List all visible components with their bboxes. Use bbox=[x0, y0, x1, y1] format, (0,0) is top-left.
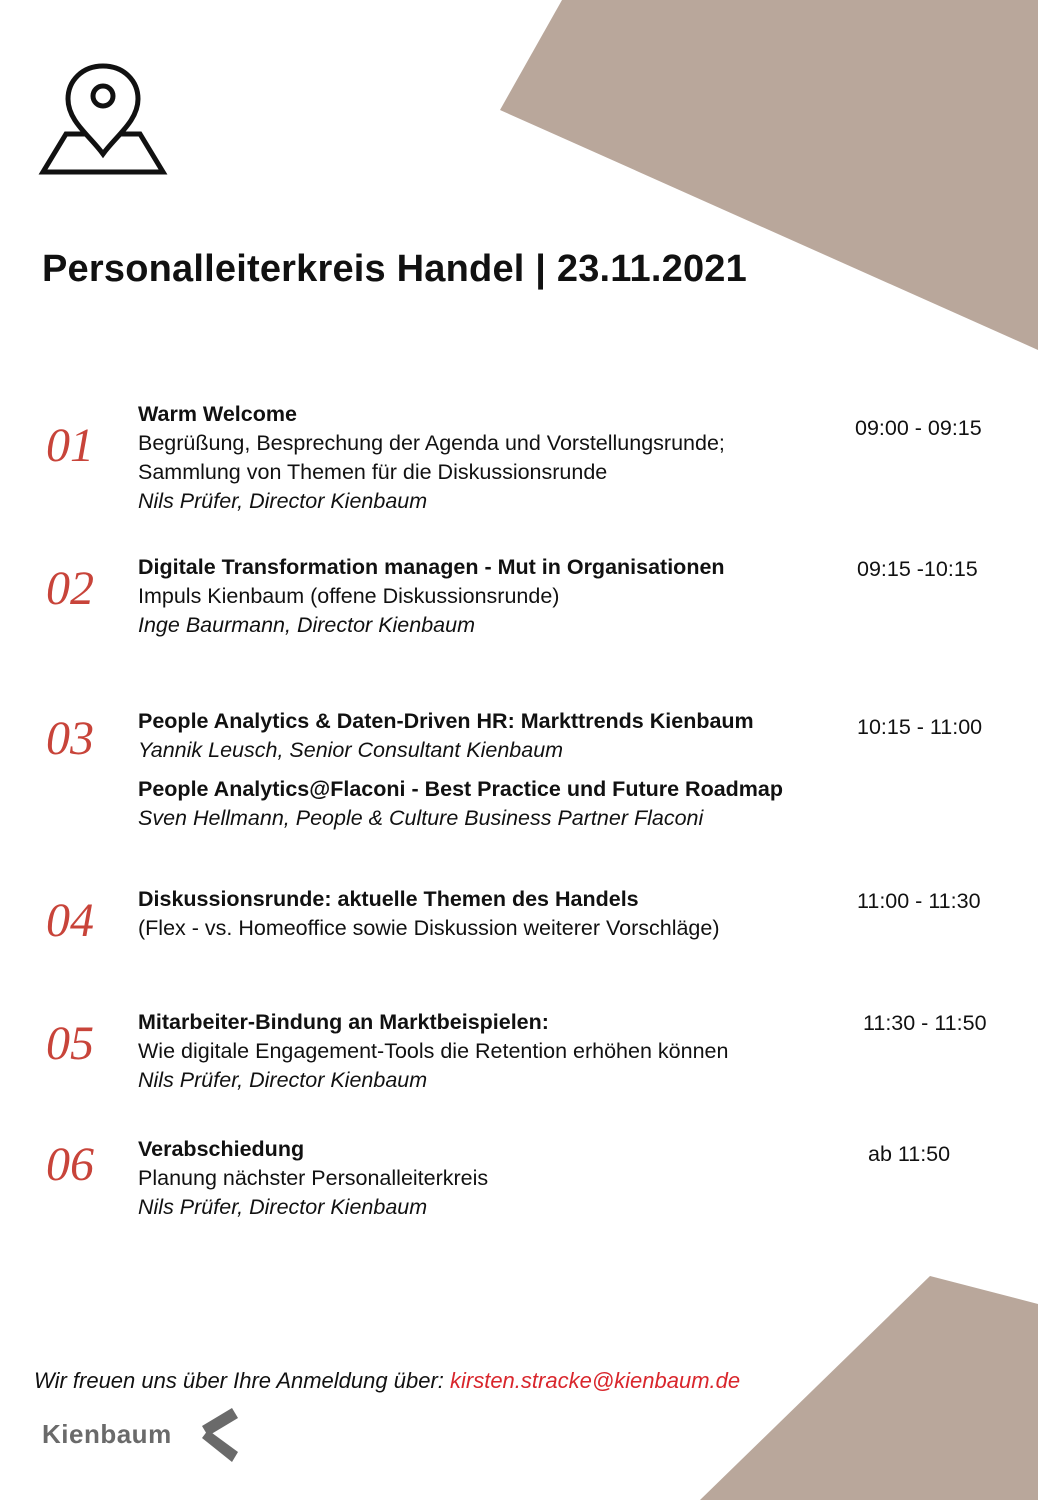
agenda-speaker: Nils Prüfer, Director Kienbaum bbox=[138, 1195, 428, 1219]
agenda-time: 09:00 - 09:15 bbox=[855, 416, 982, 440]
agenda-time: 10:15 - 11:00 bbox=[857, 715, 983, 739]
agenda-number: 02 bbox=[46, 562, 94, 615]
agenda-number: 03 bbox=[46, 712, 94, 765]
contact-email-link[interactable]: kirsten.stracke@kienbaum.de bbox=[450, 1368, 741, 1393]
agenda-number: 05 bbox=[46, 1017, 94, 1070]
agenda-content bbox=[138, 1008, 838, 1095]
agenda-speaker: Nils Prüfer, Director Kienbaum bbox=[138, 1068, 428, 1092]
agenda-time: 11:30 - 11:50 bbox=[863, 1011, 987, 1035]
registration-text: Wir freuen uns über Ihre Anmeldung über: bbox=[34, 1368, 450, 1393]
agenda-heading: Digitale Transformation managen - Mut in Organisationen bbox=[138, 555, 725, 579]
kienbaum-logo-mark bbox=[196, 1404, 246, 1466]
agenda-description: Impuls Kienbaum (offene Diskussionsrunde) bbox=[138, 584, 560, 608]
agenda-heading: Verabschiedung bbox=[138, 1137, 305, 1161]
agenda-content bbox=[138, 400, 838, 516]
agenda-content bbox=[138, 885, 838, 943]
map-pin-icon bbox=[38, 58, 168, 178]
agenda-heading: People Analytics & Daten-Driven HR: Markttrends Kienbaum bbox=[138, 709, 754, 733]
agenda-speaker: Yannik Leusch, Senior Consultant Kienbaum bbox=[138, 738, 564, 762]
agenda-description: Begrüßung, Besprechung der Agenda und Vorstellungsrunde; bbox=[138, 431, 725, 455]
agenda-heading: Warm Welcome bbox=[138, 402, 297, 426]
agenda-time: 09:15 -10:15 bbox=[857, 557, 978, 581]
agenda-heading: Diskussionsrunde: aktuelle Themen des Handels bbox=[138, 887, 639, 911]
agenda-content bbox=[138, 707, 838, 833]
kienbaum-logo-text: Kienbaum bbox=[42, 1419, 172, 1449]
agenda-description: Wie digitale Engagement-Tools die Retention erhöhen können bbox=[138, 1039, 729, 1063]
agenda-speaker: Inge Baurmann, Director Kienbaum bbox=[138, 613, 476, 637]
agenda-speaker: Nils Prüfer, Director Kienbaum bbox=[138, 489, 428, 513]
agenda-description: Planung nächster Personalleiterkreis bbox=[138, 1166, 489, 1190]
agenda-description: Sammlung von Themen für die Diskussionsrunde bbox=[138, 460, 608, 484]
agenda-heading: Mitarbeiter-Bindung an Marktbeispielen: bbox=[138, 1010, 549, 1034]
agenda-time: ab 11:50 bbox=[868, 1142, 951, 1166]
registration-note bbox=[34, 1368, 740, 1394]
agenda-time: 11:00 - 11:30 bbox=[857, 889, 981, 913]
agenda-speaker: Sven Hellmann, People & Culture Business Partner Flaconi bbox=[138, 806, 704, 830]
agenda-content bbox=[138, 553, 838, 640]
agenda-content bbox=[138, 1135, 838, 1222]
agenda-number: 06 bbox=[46, 1138, 94, 1191]
agenda-number: 01 bbox=[46, 419, 94, 472]
agenda-heading: People Analytics@Flaconi - Best Practice und Future Roadmap bbox=[138, 777, 783, 801]
agenda-number: 04 bbox=[46, 894, 94, 947]
page-title: Personalleiterkreis Handel | 23.11.2021 bbox=[42, 248, 747, 290]
agenda-description: (Flex - vs. Homeoffice sowie Diskussion weiterer Vorschläge) bbox=[138, 916, 720, 940]
